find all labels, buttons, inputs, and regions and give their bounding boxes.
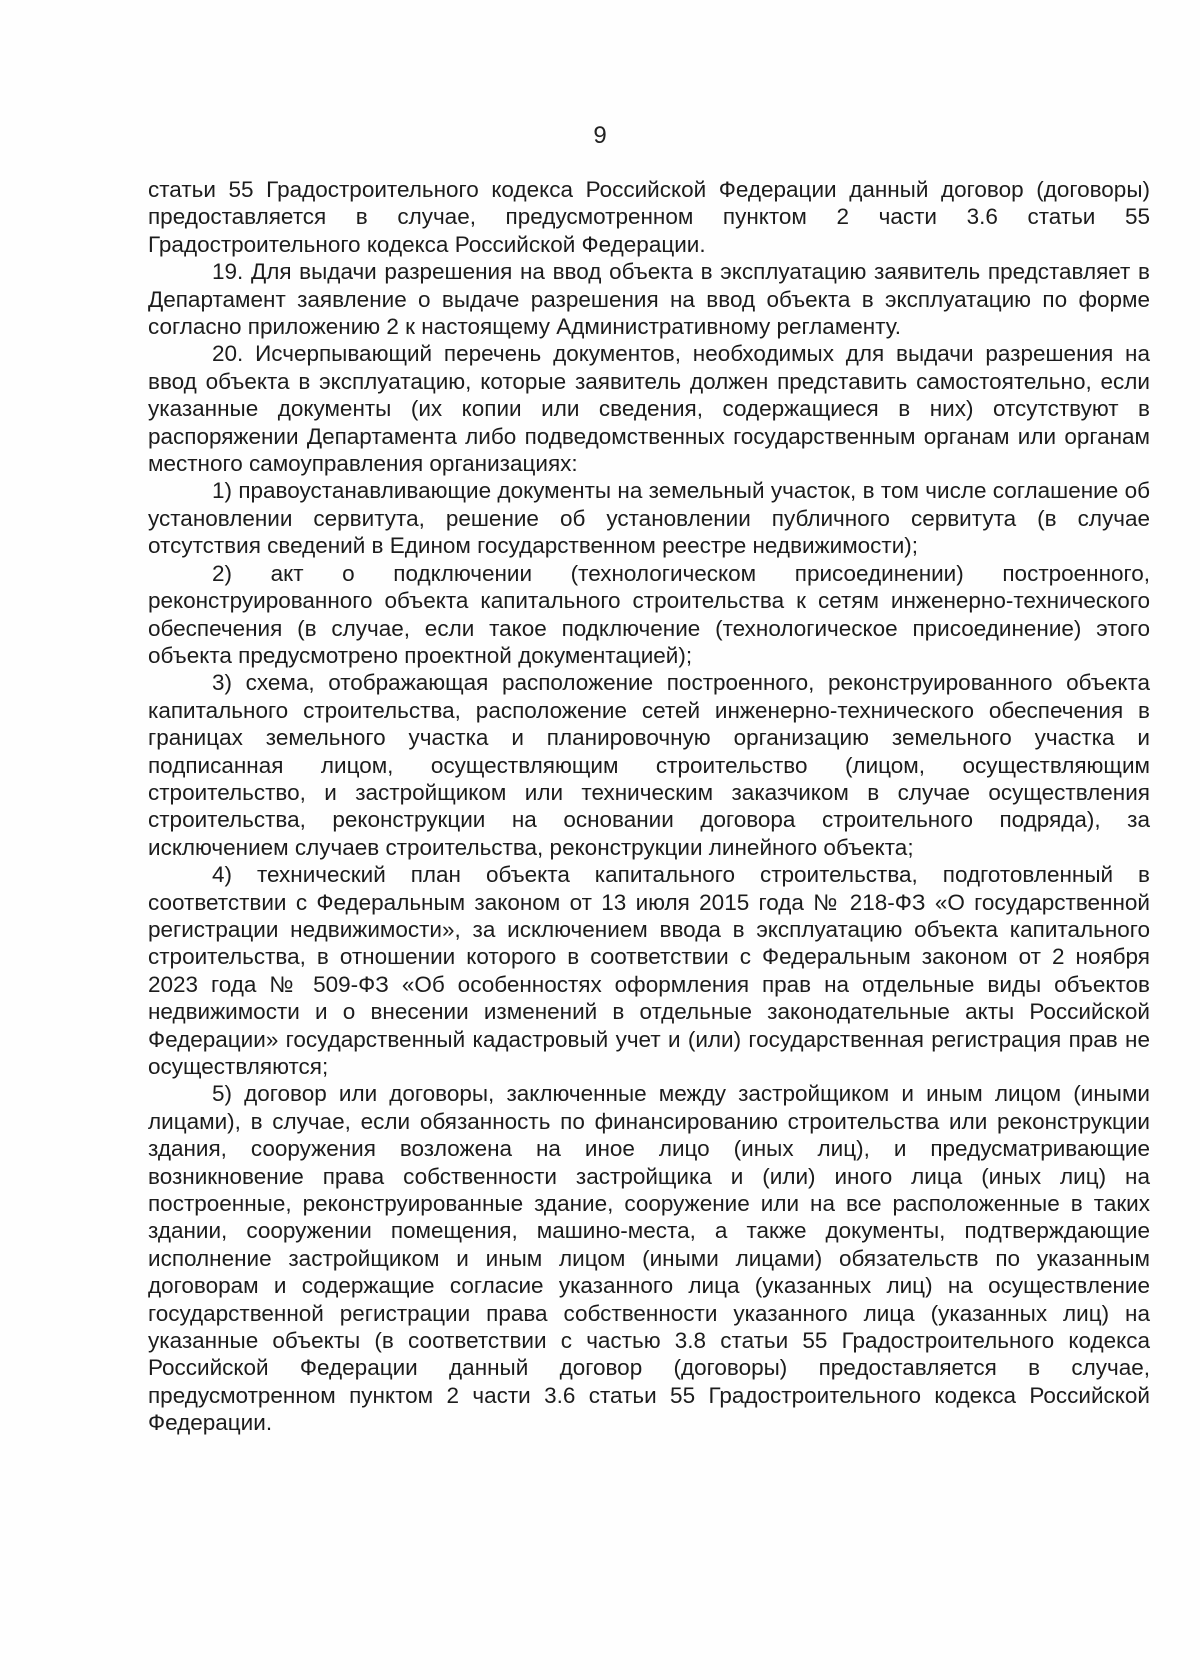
paragraph-19: 19. Для выдачи разрешения на ввод объекта в эксплуатацию заявитель представляет в Департамент заявление о выдаче разрешения на ввод объекта в эксплуатацию по форме согласно приложению 2 к настоящему Административному регламенту. bbox=[148, 259, 1150, 340]
list-item-4: 4) технический план объекта капитального строительства, подготовленный в соответствии с Федеральным законом от 13 июля 2015 года № 218-ФЗ «О государственной регистрации недвижимости», за исключением ввода в эксплуатацию объекта капитального строительства, в отношении которого в соответствии с Федеральным законом от 2 ноября 2023 года № 509-ФЗ «Об особенностях оформления прав на отдельные виды объектов недвижимости и о внесении изменений в отдельные законодательные акты Российской Федерации» государственный кадастровый учет и (или) государственная регистрация прав не осуществляются; bbox=[148, 862, 1150, 1079]
list-item-1: 1) правоустанавливающие документы на земельный участок, в том числе соглашение об установлении сервитута, решение об установлении публичного сервитута (в случае отсутствия сведений в Едином государственном реестре недвижимости); bbox=[148, 478, 1150, 559]
paragraph-20: 20. Исчерпывающий перечень документов, необходимых для выдачи разрешения на ввод объекта в эксплуатацию, которые заявитель должен представить самостоятельно, если указанные документы (их копии или сведения, содержащиеся в них) отсутствуют в распоряжении Департамента либо подведомственных государственным органам или органам местного самоуправления организациях: bbox=[148, 341, 1150, 477]
list-item-3: 3) схема, отображающая расположение построенного, реконструированного объекта капитального строительства, расположение сетей инженерно-технического обеспечения в границах земельного участка и планировочную организацию земельного участка и подписанная лицом, осуществляющим строительство (лицом, осуществляющим строительство, и застройщиком или техническим заказчиком в случае осуществления строительства, реконструкции на основании договора строительного подряда), за исключением случаев строительства, реконструкции линейного объекта; bbox=[148, 670, 1150, 860]
list-item-2: 2) акт о подключении (технологическом присоединении) построенного, реконструированного объекта капитального строительства к сетям инженерно-технического обеспечения (в случае, если такое подключение (технологическое присоединение) этого объекта предусмотрено проектной документацией); bbox=[148, 560, 1150, 668]
document-body bbox=[148, 176, 1150, 1437]
paragraph-continuation: статьи 55 Градостроительного кодекса Российской Федерации данный договор (договоры) предоставляется в случае, предусмотренном пунктом 2 части 3.6 статьи 55 Градостроительного кодекса Российской Федерации. bbox=[148, 177, 1150, 257]
page-number: 9 bbox=[593, 122, 607, 149]
list-item-5: 5) договор или договоры, заключенные между застройщиком и иным лицом (иными лицами), в случае, если обязанность по финансированию строительства или реконструкции здания, сооружения возложена на иное лицо (иных лиц), и предусматривающие возникновение права собственности застройщика и (или) иного лица (иных лиц) на построенные, реконструированные здание, сооружение или на все расположенные в таких здании, сооружении помещения, машино-места, а также документы, подтверждающие исполнение застройщиком и иным лицом (иными лицами) обязательств по указанным договорам и содержащие согласие указанного лица (указанных лиц) на осуществление государственной регистрации права собственности указанного лица (указанных лиц) на указанные объекты (в соответствии с частью 3.8 статьи 55 Градостроительного кодекса Российской Федерации данный договор (договоры) предоставляется в случае, предусмотренном пунктом 2 части 3.6 статьи 55 Градостроительного кодекса Российской Федерации. bbox=[148, 1081, 1150, 1436]
